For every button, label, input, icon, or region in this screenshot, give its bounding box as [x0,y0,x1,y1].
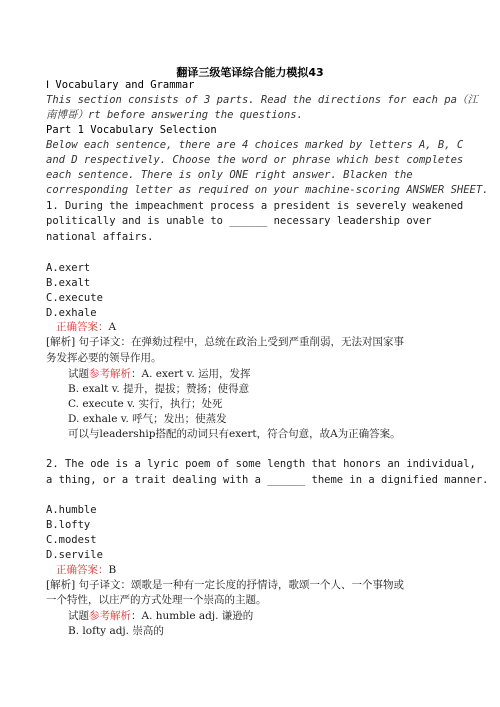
section-intro-line-1: This section consists of 3 parts. Read the directions for each pa（江 [46,94,478,106]
q2-option-b: B.lofty [46,519,91,531]
directions-line-4: corresponding letter as required on your machine-scoring ANSWER SHEET. [46,184,489,196]
directions-line-1: Below each sentence, there are 4 choices marked by letters A, B, C [46,139,464,151]
q2-answer-value: B [108,564,117,576]
q2-stem-line-1: 2. The ode is a lyric poem of some length that honors an individual, [46,458,476,470]
q1-ref-prefix: 试题 [68,368,89,380]
q1-analysis-text-1: 句子译文：在弹劾过程中，总统在政治上受到严重削弱，无法对国家事 [78,336,405,348]
q1-option-b: B.exalt [46,277,91,289]
directions-line-3: each sentence. There is only ONE right answer. Blacken the [46,169,413,181]
section-intro-line-2: 南博哥）rt before answering the questions. [46,109,303,121]
q1-reference-line-1 [68,367,251,382]
directions-line-2: and D respectively. Choose the word or phrase which best completes [46,154,464,166]
q1-ref-label: 参考解析 [89,368,131,380]
q2-analysis-text-1: 句子译文：颂歌是一种有一定长度的抒情诗，歌颂一个人、一个事物或 [78,579,405,591]
q1-reference-line-5: 可以与leadership搭配的动词只有exert，符合句意，故A为正确答案。 [68,428,401,440]
q1-analysis-line-2: 务发挥必要的领导作用。 [46,352,162,364]
q1-stem-line-3: national affairs. [46,231,154,243]
q1-option-d: D.exhale [46,307,97,319]
q2-reference-line-2: B. lofty adj. 崇高的 [68,625,164,637]
q2-option-c: C.modest [46,534,97,546]
q2-analysis-line-2: 一个特性，以庄严的方式处理一个崇高的主题。 [46,594,267,606]
part-heading: Part 1 Vocabulary Selection [46,124,217,136]
page-title: 翻译三级笔译综合能力模拟43 [176,66,324,79]
q2-answer [56,563,116,578]
q1-reference-line-3: C. execute v. 实行，执行；处死 [68,398,223,410]
q2-option-d: D.servile [46,549,103,561]
q1-answer-value: A [108,321,117,333]
q2-reference-line-1 [68,609,253,624]
q1-ref-first: ：A. exert v. 运用，发挥 [131,368,251,380]
q2-ref-first: ：A. humble adj. 谦逊的 [131,610,254,622]
q2-option-a: A.humble [46,504,97,516]
q2-analysis-label: [解析] [46,579,76,591]
q2-ref-prefix: 试题 [68,610,89,622]
q1-option-a: A.exert [46,262,91,274]
q2-analysis-line-1 [46,578,404,593]
q1-stem-line-1: 1. During the impeachment process a president is severely weakened [46,200,464,212]
q1-stem-line-2: politically and is unable to ______ necessary leadership over [46,215,432,227]
q2-stem-line-2: a thing, or a trait dealing with a ______ theme in a dignified manner. [46,474,489,486]
q1-reference-line-2: B. exalt v. 提升，提拔；赞扬；使得意 [68,383,250,395]
q1-analysis-label: [解析] [46,336,76,348]
section-heading: Ⅰ Vocabulary and Grammar [46,79,195,91]
q1-option-c: C.execute [46,292,103,304]
q1-answer [56,320,116,335]
q1-answer-label: 正确答案： [56,321,109,333]
q1-reference-line-4: D. exhale v. 呼气；发出；使蒸发 [68,413,227,425]
q2-ref-label: 参考解析 [89,610,131,622]
q1-analysis-line-1 [46,335,404,350]
q2-answer-label: 正确答案： [56,564,109,576]
